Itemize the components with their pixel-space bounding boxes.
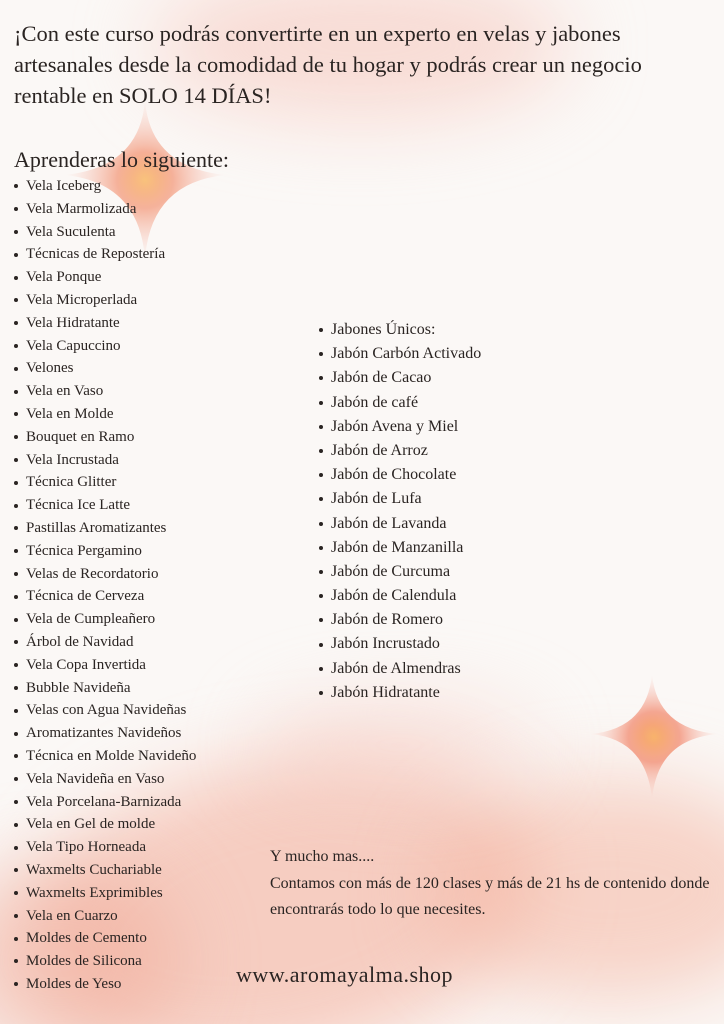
closing-line-2: Contamos con más de 120 clases y más de 21 hs de contenido donde encontrarás todo lo que necesites. — [270, 874, 710, 918]
candle-list-item: Vela en Molde — [13, 403, 196, 426]
soap-list-item: Jabón de Calendula — [318, 584, 481, 608]
candle-list-item: Vela de Cumpleañero — [13, 608, 196, 631]
learn-title: Aprenderas lo siguiente: — [14, 147, 230, 172]
candle-list-item: Vela Hidratante — [13, 312, 196, 335]
soap-list-item: Jabón de Curcuma — [318, 560, 481, 584]
soap-list-item: Jabón de Manzanilla — [318, 536, 481, 560]
candle-list-item: Vela en Vaso — [13, 380, 196, 403]
intro-text: ¡Con este curso podrás convertirte en un experto en velas y jabones artesanales desde la comodidad de tu hogar y podrás crear un negocio rentable en SOLO 14 DÍAS! — [14, 21, 642, 108]
candle-list-item: Vela Incrustada — [13, 449, 196, 472]
candle-list-item: Vela Suculenta — [13, 221, 196, 244]
soap-list-item: Jabón Carbón Activado — [318, 342, 481, 366]
candle-list-item: Vela Iceberg — [13, 175, 196, 198]
candle-list-item: Vela en Gel de molde — [13, 813, 196, 836]
candle-list-item: Vela Tipo Horneada — [13, 836, 196, 859]
candle-list-item: Vela en Cuarzo — [13, 905, 196, 928]
candle-list-item: Vela Navideña en Vaso — [13, 768, 196, 791]
candle-list-item: Moldes de Cemento — [13, 927, 196, 950]
soap-list-item: Jabón de Almendras — [318, 657, 481, 681]
closing-text — [270, 844, 710, 924]
soap-list-item: Jabón de Cacao — [318, 366, 481, 390]
soap-list-item: Jabón Avena y Miel — [318, 415, 481, 439]
candle-list-item: Pastillas Aromatizantes — [13, 517, 196, 540]
soap-list-item: Jabón de Chocolate — [318, 463, 481, 487]
candle-list-item: Waxmelts Exprimibles — [13, 882, 196, 905]
candle-list-item: Aromatizantes Navideños — [13, 722, 196, 745]
soap-list-item: Jabón de Romero — [318, 608, 481, 632]
soap-list-item: Jabones Únicos: — [318, 318, 481, 342]
candle-list-item: Moldes de Yeso — [13, 973, 196, 996]
soap-list-item: Jabón de café — [318, 391, 481, 415]
soap-list-item: Jabón Hidratante — [318, 681, 481, 705]
candle-list-item: Velones — [13, 357, 196, 380]
candle-list-item: Vela Ponque — [13, 266, 196, 289]
candle-list-item: Vela Capuccino — [13, 335, 196, 358]
candle-list-item: Velas con Agua Navideñas — [13, 699, 196, 722]
soap-list-item: Jabón de Lufa — [318, 487, 481, 511]
candle-list-item: Velas de Recordatorio — [13, 563, 196, 586]
website-url: www.aromayalma.shop — [236, 962, 454, 987]
candle-list-item: Waxmelts Cuchariable — [13, 859, 196, 882]
candle-list-item: Moldes de Silicona — [13, 950, 196, 973]
candle-list-item: Técnica en Molde Navideño — [13, 745, 196, 768]
candle-list-item: Vela Microperlada — [13, 289, 196, 312]
candle-list-item: Técnica Glitter — [13, 471, 196, 494]
candle-list-item: Bouquet en Ramo — [13, 426, 196, 449]
candle-list-item: Técnica Ice Latte — [13, 494, 196, 517]
closing-line-1: Y mucho mas.... — [270, 848, 375, 865]
soap-list-item: Jabón de Arroz — [318, 439, 481, 463]
candle-list-item: Técnica Pergamino — [13, 540, 196, 563]
soap-list — [318, 318, 481, 705]
candle-list-item: Árbol de Navidad — [13, 631, 196, 654]
soap-list-item: Jabón Incrustado — [318, 632, 481, 656]
candle-list-item: Vela Porcelana-Barnizada — [13, 791, 196, 814]
soap-list-item: Jabón de Lavanda — [318, 512, 481, 536]
candle-techniques-list — [13, 175, 196, 996]
candle-list-item: Vela Copa Invertida — [13, 654, 196, 677]
candle-list-item: Técnicas de Repostería — [13, 243, 196, 266]
candle-list-item: Vela Marmolizada — [13, 198, 196, 221]
candle-list-item: Bubble Navideña — [13, 677, 196, 700]
candle-list-item: Técnica de Cerveza — [13, 585, 196, 608]
